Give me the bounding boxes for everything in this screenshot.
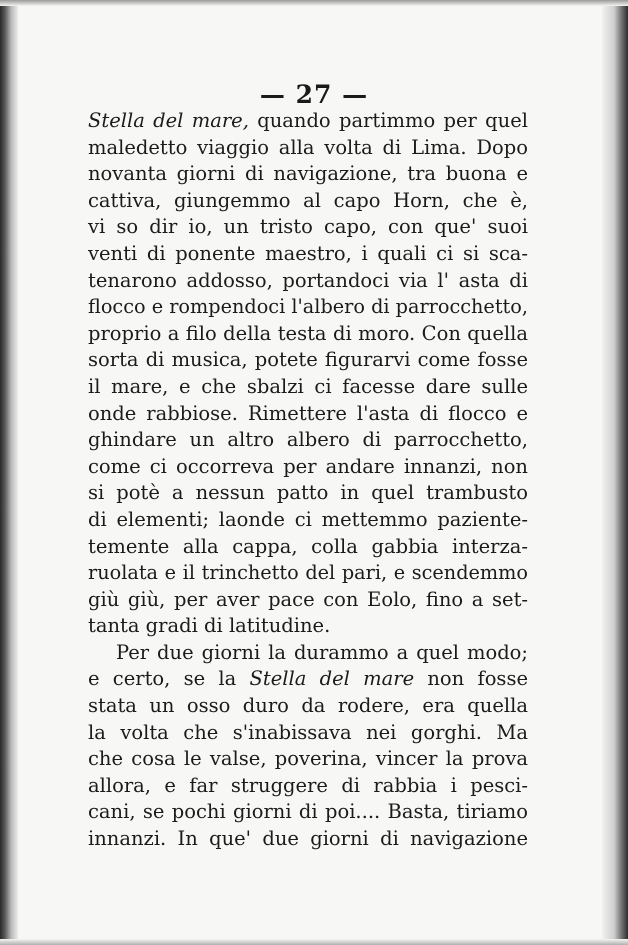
text-line: ghindare un altro albero di parrocchetto, bbox=[88, 428, 528, 452]
text-line: allora, e far struggere di rabbia i pesci- bbox=[88, 773, 528, 797]
text-line: onde rabbiose. Rimettere l'asta di flocco e bbox=[88, 401, 528, 425]
text-line: cattiva, giungemmo al capo Horn, che è, bbox=[88, 188, 528, 212]
page-number: — 27 — bbox=[259, 80, 369, 109]
text-line: tenarono addosso, portandoci via l' asta di bbox=[88, 268, 528, 292]
ship-name: Stella del mare, bbox=[88, 109, 249, 132]
text-line: la volta che s'inabissava nei gorghi. Ma bbox=[88, 720, 528, 744]
text-line: sorta di musica, potete figurarvi come fosse bbox=[88, 348, 528, 372]
text-line: innanzi. In que' due giorni di navigazione bbox=[88, 827, 528, 851]
text-line: maledetto viaggio alla volta di Lima. Dopo bbox=[88, 135, 528, 159]
text-line: cani, se pochi giorni di poi.... Basta, tiriamo bbox=[88, 800, 528, 824]
text-line: come ci occorreva per andare innanzi, non bbox=[88, 454, 528, 478]
body-text bbox=[88, 108, 528, 853]
text-line bbox=[88, 108, 528, 135]
text-fragment: non fosse bbox=[414, 667, 528, 691]
page-top-edge bbox=[0, 0, 628, 6]
text-line: che cosa le valse, poverina, vincer la prova bbox=[88, 747, 528, 771]
text-line: giù giù, per aver pace con Eolo, fino a set- bbox=[88, 587, 528, 611]
text-line: temente alla cappa, colla gabbia interza- bbox=[88, 534, 528, 558]
text-line: venti di ponente maestro, i quali ci si sca- bbox=[88, 241, 528, 265]
text-line: ruolata e il trinchetto del pari, e scendemmo bbox=[88, 561, 528, 585]
text-line: il mare, e che sbalzi ci facesse dare sulle bbox=[88, 374, 528, 398]
page-bottom-edge bbox=[0, 939, 628, 945]
page-right-shadow bbox=[602, 0, 628, 945]
text-fragment: quando partimmo per quel bbox=[248, 109, 528, 132]
text-line: tanta gradi di latitudine. bbox=[88, 614, 331, 638]
text-line: si potè a nessun patto in quel trambusto bbox=[88, 481, 528, 505]
text-line: di elementi; laonde ci mettemmo paziente- bbox=[88, 507, 528, 531]
text-line: vi so dir io, un tristo capo, con que' suoi bbox=[88, 215, 528, 239]
ship-name: Stella del mare bbox=[249, 667, 415, 691]
text-line: Per due giorni la durammo a quel modo; bbox=[116, 640, 528, 664]
text-line: proprio a filo della testa di moro. Con quella bbox=[88, 321, 528, 345]
text-line bbox=[88, 666, 528, 693]
text-fragment: e certo, se la bbox=[88, 667, 250, 691]
text-line: flocco e rompendoci l'albero di parrocchetto, bbox=[88, 295, 528, 319]
page-left-shadow bbox=[0, 0, 18, 945]
text-line: novanta giorni di navigazione, tra buona e bbox=[88, 162, 528, 186]
text-line: stata un osso duro da rodere, era quella bbox=[88, 694, 528, 718]
